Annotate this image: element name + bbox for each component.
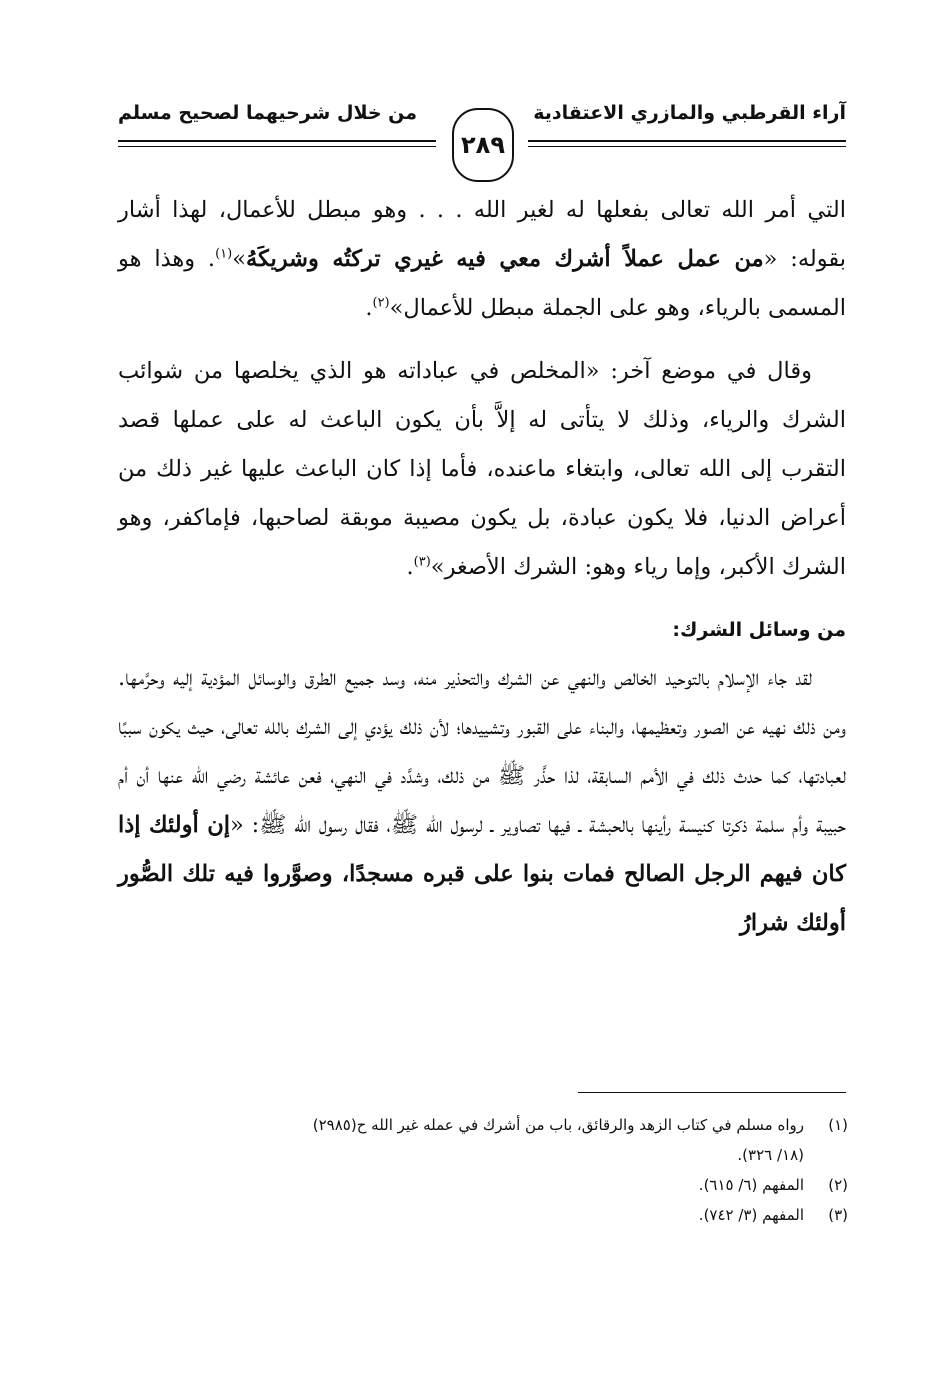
header-book-title: آراء القرطبي والمازري الاعتقادية	[533, 102, 846, 124]
footnote-ref: (٢)	[372, 295, 390, 311]
header-rule	[118, 146, 436, 147]
footnote-number: (٣)	[828, 1206, 848, 1224]
paragraph	[118, 186, 846, 333]
footnotes	[118, 1110, 848, 1230]
footnote-ref: (٣)	[413, 554, 431, 570]
main-text	[118, 186, 846, 948]
footnote-number: (٢)	[828, 1176, 848, 1194]
text-run: وقال في موضع آخر: «المخلص في عباداته هو الذي يخلصها من شوائب الشرك والرياء، وذلك لا يتأتى له إلاَّ بأن يكون الباعث له على عملها قصد التقرب إلى الله تعالى، وابتغاء ماعنده، فأما إذا كان الباعث عليها غير ذلك من أعراض الدنيا، فلا يكون عبادة، بل يكون مصيبة موبقة لصاحبها، فإماكفر، وهو الشرك الأكبر، وإما رياء وهو: الشرك الأصغر»	[118, 358, 846, 580]
paragraph	[118, 654, 846, 948]
header-rule	[528, 146, 846, 147]
footnote-text: المفهم (٦/ ٦١٥).	[698, 1176, 804, 1194]
header-rule	[528, 140, 846, 142]
section-heading: من وسائل الشرك:	[672, 619, 846, 641]
hadith-quote: من عمل عملاً أشرك معي فيه غيري تركتُه وشريكَهُ	[246, 246, 764, 272]
hadith-quote: إن أولئك إذا كان فيهم الرجل الصالح فمات بنوا على قبره مسجدًا، وصوَّروا فيه تلك الصُّور أولئك شرارُ	[118, 812, 846, 936]
footnote-text: رواه مسلم في كتاب الزهد والرقائق، باب من أشرك في عمله غير الله ح(٢٩٨٥)	[312, 1116, 804, 1134]
page-number: ٢٨٩	[452, 108, 514, 182]
footnote-separator	[578, 1092, 846, 1093]
footnote	[118, 1200, 848, 1230]
text-run: .	[365, 295, 373, 321]
footnote-ref: (١)	[215, 246, 233, 262]
text-run: التي أمر الله تعالى بفعلها له لغير الله . . . وهو مبطل للأعمال، لهذا أشار بقوله: «	[118, 197, 846, 272]
paragraph	[118, 347, 846, 592]
header-subtitle: من خلال شرحيهما لصحيح مسلم	[118, 102, 418, 124]
footnote	[118, 1110, 848, 1140]
footnote-number: (١)	[828, 1116, 848, 1134]
header-rule	[118, 140, 436, 142]
running-header	[118, 88, 846, 188]
text-run: . وهذا هو المسمى بالرياء، وهو على الجملة مبطل للأعمال»	[118, 246, 846, 321]
text-run: »	[232, 246, 247, 272]
text-run: لقد جاء الإسلام بالتوحيد الخالص والنهي عن الشرك والتحذير منه، وسد جميع الطرق والوسائل المؤدية إليه وحرَّمها. ومن ذلك نهيه عن الصور وتعظيمها، والبناء على القبور وتشييدها؛ لأن ذلك يؤدي إلى الشرك بالله تعالى، حيث يكون سببًا لعبادتها، كما حدث ذلك في الأمم السابقة، لذا حذَّر ﷺ من ذلك، وشدَّد في النهي، فعن عائشة رضي الله عنها أن أم حبيبة وأم سلمة ذكرتا كنيسة رأينها بالحبشة ـ فيها تصاوير ـ لرسول الله ﷺ، فقال رسول الله ﷺ: «	[118, 665, 847, 838]
footnote-continuation: (١٨/ ٣٢٦).	[737, 1146, 804, 1164]
footnote	[118, 1170, 848, 1200]
text-run: .	[406, 554, 414, 580]
footnote-text: المفهم (٣/ ٧٤٢).	[698, 1206, 804, 1224]
